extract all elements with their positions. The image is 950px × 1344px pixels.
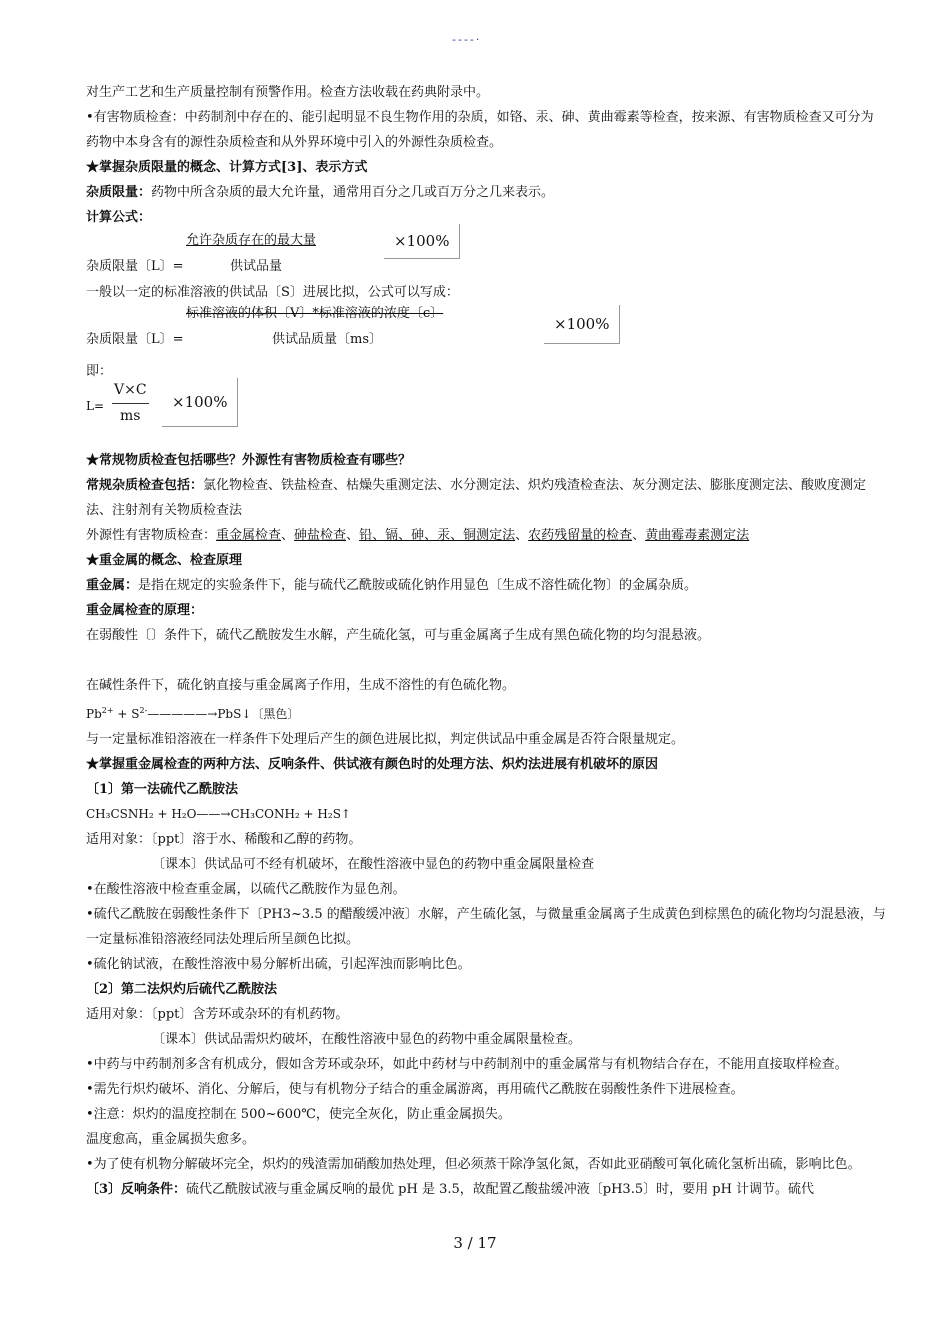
formula-lhs: 杂质限量〔L〕= — [86, 332, 184, 347]
text-line: 对生产工艺和生产质量控制有预警作用。检查方法收载在药典附录中。 — [86, 85, 490, 100]
section-heading: ★常规物质检查包括哪些？外源性有害物质检查有哪些？ — [86, 453, 412, 468]
text-line: •在酸性溶液中检查重金属，以硫代乙酰胺作为显色剂。 — [86, 882, 406, 897]
text-line: 在弱酸性〔〕条件下，硫代乙酰胺发生水解，产生硫化氢，可与重金属离子生成有黑色硫化物的均匀混悬液。 — [86, 628, 711, 643]
term-definition: 硫代乙酰胺试液与重金属反响的最优 pH 是 3.5，故配置乙酸盐缓冲液〔pH3.5〕时，要用 pH 计调节。硫代 — [186, 1182, 815, 1197]
formula-denominator: ms — [120, 408, 141, 424]
list-item: 黄曲霉毒素测定法 — [645, 528, 750, 543]
header-mark: ----· — [452, 33, 482, 46]
text-line: 外源性有害物质检查：重金属检查、砷盐检查、铅、镉、砷、汞、铜测定法、农药残留量的检查、黄曲霉毒素测定法 — [86, 528, 750, 543]
formula-denominator: 供试品量 — [230, 259, 283, 274]
text-line: •硫化钠试液，在酸性溶液中易分解析出硫，引起浑浊而影响比色。 — [86, 957, 471, 972]
term-definition: 药物中所含杂质的最大允许量，通常用百分之几或百万分之几来表示。 — [151, 185, 555, 200]
text-line: 温度愈高，重金属损失愈多。 — [86, 1132, 256, 1147]
term-label: 杂质限量： — [86, 185, 152, 200]
term-definition: 氯化物检查、铁盐检查、枯燥失重测定法、水分测定法、炽灼残渣检查法、灰分测定法、膨胀度测定法、酸败度测定法、注射剂有关物质检查法 — [86, 478, 867, 518]
text-line: 适用对象：〔ppt〕含芳环或杂环的有机药物。 — [86, 1007, 349, 1022]
text-line: 一般以一定的标准溶液的供试品〔S〕进展比拟，公式可以写成： — [86, 285, 459, 300]
spacer — [86, 648, 886, 673]
text-paragraph: •为了使有机物分解破坏完全，炽灼的残渣需加硝酸加热处理，但必须蒸干除净氢化氮，否如此亚硝酸可氧化硫化氢析出硫，影响比色。 — [86, 1157, 861, 1172]
term-definition: 是指在规定的实验条件下，能与硫代乙酰胺或硫化钠作用显色〔生成不溶性硫化物〕的金属杂质。 — [138, 578, 698, 593]
text-line — [86, 1177, 886, 1202]
term-label: 常规杂质检查包括： — [86, 478, 204, 493]
formula-numerator: 标准溶液的体积〔V〕*标准溶液的浓度〔c〕 — [186, 306, 444, 321]
formula-short — [86, 384, 886, 448]
formula-standard — [86, 305, 886, 359]
list-item: 农药残留量的检查 — [528, 528, 633, 543]
formula-lhs: 杂质限量〔L〕= — [86, 259, 184, 274]
text-line: 〔课本〕供试品需炽灼破坏，在酸性溶液中显色的药物中重金属限量检查。 — [152, 1032, 582, 1047]
text-line: •需先行炽灼破坏、消化、分解后，使与有机物分子结合的重金属游离，再用硫代乙酰胺在弱酸性条件下进展检查。 — [86, 1082, 744, 1097]
text-line: 即： — [86, 364, 113, 379]
page-number: 3 / 17 — [453, 1234, 497, 1252]
formula-multiplier: ×100% — [544, 305, 620, 344]
text-paragraph: •硫代乙酰胺在弱酸性条件下〔PH3~3.5 的醋酸缓冲液〕水解，产生硫化氢，与微量重金属离子生成黄色到棕黑色的硫化物均匀混悬液，与一定量标准铅溶液经同法处理后所呈颜色比拟。 — [86, 907, 886, 947]
text-line — [86, 180, 886, 205]
term-label: 外源性有害物质检查： — [86, 528, 217, 543]
term-label: 〔3〕反响条件： — [86, 1182, 187, 1197]
text-line: •注意：炽灼的温度控制在 500~600℃，使完全灰化，防止重金属损失。 — [86, 1107, 511, 1122]
text-line — [86, 573, 886, 598]
section-heading: ★掌握杂质限量的概念、计算方式[3]、表示方式 — [86, 160, 368, 175]
subheading: 重金属检查的原理： — [86, 603, 204, 618]
formula-denominator: 供试品质量〔ms〕 — [272, 332, 382, 347]
term-label: 重金属： — [86, 578, 139, 593]
formula-numerator: 允许杂质存在的最大量 — [186, 233, 317, 248]
list-item: 铅、镉、砷、汞、铜测定法 — [359, 528, 516, 543]
subheading: 〔2〕第二法炽灼后硫代乙酰胺法 — [86, 982, 278, 997]
formula-multiplier: ×100% — [162, 378, 238, 427]
reaction-equation: $Pb^{2+}$ + $S^{2-}—————\to PbS↓$〔黑色〕 — [86, 706, 300, 721]
reaction-equation: CH₃CSNH₂ + H₂O——→CH₃CONH₂ + H₂S↑ — [86, 807, 351, 821]
formula-lhs: L= — [86, 399, 105, 413]
text-paragraph: •中药与中药制剂多含有机成分，假如含芳环或杂环，如此中药材与中药制剂中的重金属常与有机物结合存在，不能用直接取样检查。 — [86, 1057, 848, 1072]
section-heading: ★重金属的概念、检查原理 — [86, 553, 243, 568]
formula-heading: 计算公式： — [86, 210, 152, 225]
subheading: 〔1〕第一法硫代乙酰胺法 — [86, 782, 239, 797]
text-line: 在碱性条件下，硫化钠直接与重金属离子作用，生成不溶性的有色硫化物。 — [86, 678, 516, 693]
text-line: 〔课本〕供试品可不经有机破坏，在酸性溶液中显色的药物中重金属限量检查 — [152, 857, 595, 872]
section-heading: ★掌握重金属检查的两种方法、反响条件、供试液有颜色时的处理方法、炽灼法进展有机破坏的原因 — [86, 757, 659, 772]
text-paragraph: •有害物质检查：中药制剂中存在的、能引起明显不良生物作用的杂质，如铬、汞、砷、黄曲霉素等检查，按来源、有害物质检查又可分为药物中本身含有的源性杂质检查和从外界环境中引入的外源性杂质检查。 — [86, 110, 874, 150]
formula-numerator: V×C — [112, 378, 149, 404]
text-line: 适用对象：〔ppt〕溶于水、稀酸和乙醇的药物。 — [86, 832, 362, 847]
formula-limit — [86, 230, 886, 280]
formula-multiplier: ×100% — [384, 224, 460, 259]
text-line: 与一定量标准铅溶液在一样条件下处理后产生的颜色进展比拟，判定供试品中重金属是否符合限量规定。 — [86, 732, 685, 747]
list-item: 砷盐检查 — [294, 528, 347, 543]
list-item: 重金属检查 — [216, 528, 282, 543]
text-paragraph — [86, 473, 886, 523]
document-body — [86, 80, 886, 1202]
